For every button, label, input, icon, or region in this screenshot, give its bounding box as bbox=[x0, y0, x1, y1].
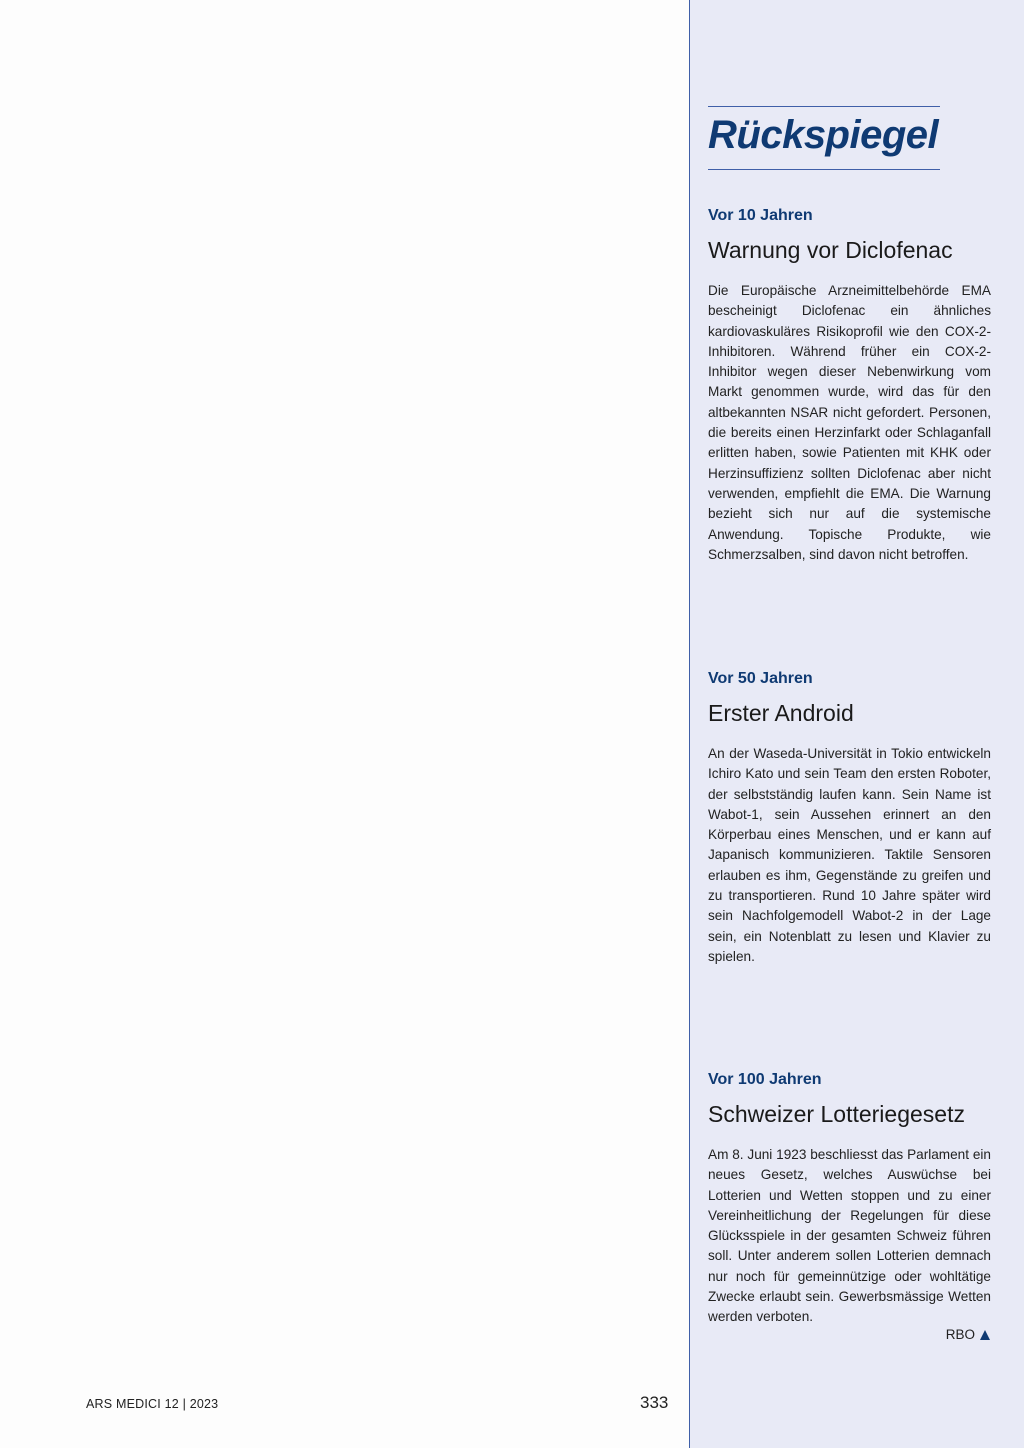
author-signature bbox=[946, 1327, 990, 1342]
rueckspiegel-sidebar bbox=[689, 0, 1024, 1448]
section-body: Die Europäische Arzneimittelbehörde EMA bescheinigt Diclofenac ein ähnliches kardiovaskuläres Risikoprofil wie den COX-2-Inhibitoren. Während früher ein COX-2-Inhibitor wegen dieser Nebenwirkung vom Markt genommen wurde, wird das für den altbekannten NSAR nicht gefordert. Personen, die bereits einen Herzinfarkt oder Schlaganfall erlitten haben, sowie Patienten mit KHK oder Herzinsuffizienz sollten Diclofenac aber nicht verwenden, empfiehlt die EMA. Die Warnung bezieht sich nur auf die systemische Anwendung. Topische Produkte, wie Schmerzsalben, sind davon nicht betroffen. bbox=[708, 283, 991, 562]
section-body: Am 8. Juni 1923 beschliesst das Parlament ein neues Gesetz, welches Auswüchse bei Lotterien und Wetten stoppen und zu einer Vereinheitlichung der Regelungen für diese Glücksspiele in der gesamten Schweiz führen soll. Unter anderem sollen Lotterien demnach nur noch für gemeinnützige oder wohltätige Zwecke erlaubt sein. Gewerbsmässige Wetten werden verboten. bbox=[708, 1147, 991, 1325]
section-headline: Erster Android bbox=[708, 700, 854, 726]
footer-journal: ARS MEDICI 12 | 2023 bbox=[86, 1397, 219, 1411]
page-number: 333 bbox=[640, 1393, 669, 1412]
triangle-up-icon bbox=[980, 1330, 990, 1340]
section-headline: Warnung vor Diclofenac bbox=[708, 237, 953, 263]
section-eyebrow: Vor 10 Jahren bbox=[708, 207, 813, 224]
section-10-years bbox=[708, 206, 991, 565]
masthead-title: Rückspiegel bbox=[708, 113, 939, 157]
section-100-years bbox=[708, 1070, 991, 1328]
section-headline: Schweizer Lotteriegesetz bbox=[708, 1101, 965, 1127]
section-body: An der Waseda-Universität in Tokio entwickeln Ichiro Kato und sein Team den ersten Roboter, der selbstständig laufen kann. Sein Name ist Wabot-1, sein Aussehen erinnert an den Körperbau eines Menschen, und er kann auf Japanisch kommunizieren. Taktile Sensoren erlauben es ihm, Gegenstände zu greifen und zu transportieren. Rund 10 Jahre später wird sein Nachfolgemodell Wabot-2 in der Lage sein, ein Notenblatt zu lesen und Klavier zu spielen. bbox=[708, 746, 991, 964]
section-50-years bbox=[708, 669, 991, 967]
masthead bbox=[708, 106, 940, 170]
section-eyebrow: Vor 100 Jahren bbox=[708, 1071, 822, 1088]
signature-text: RBO bbox=[945, 1327, 975, 1342]
section-eyebrow: Vor 50 Jahren bbox=[708, 670, 813, 687]
